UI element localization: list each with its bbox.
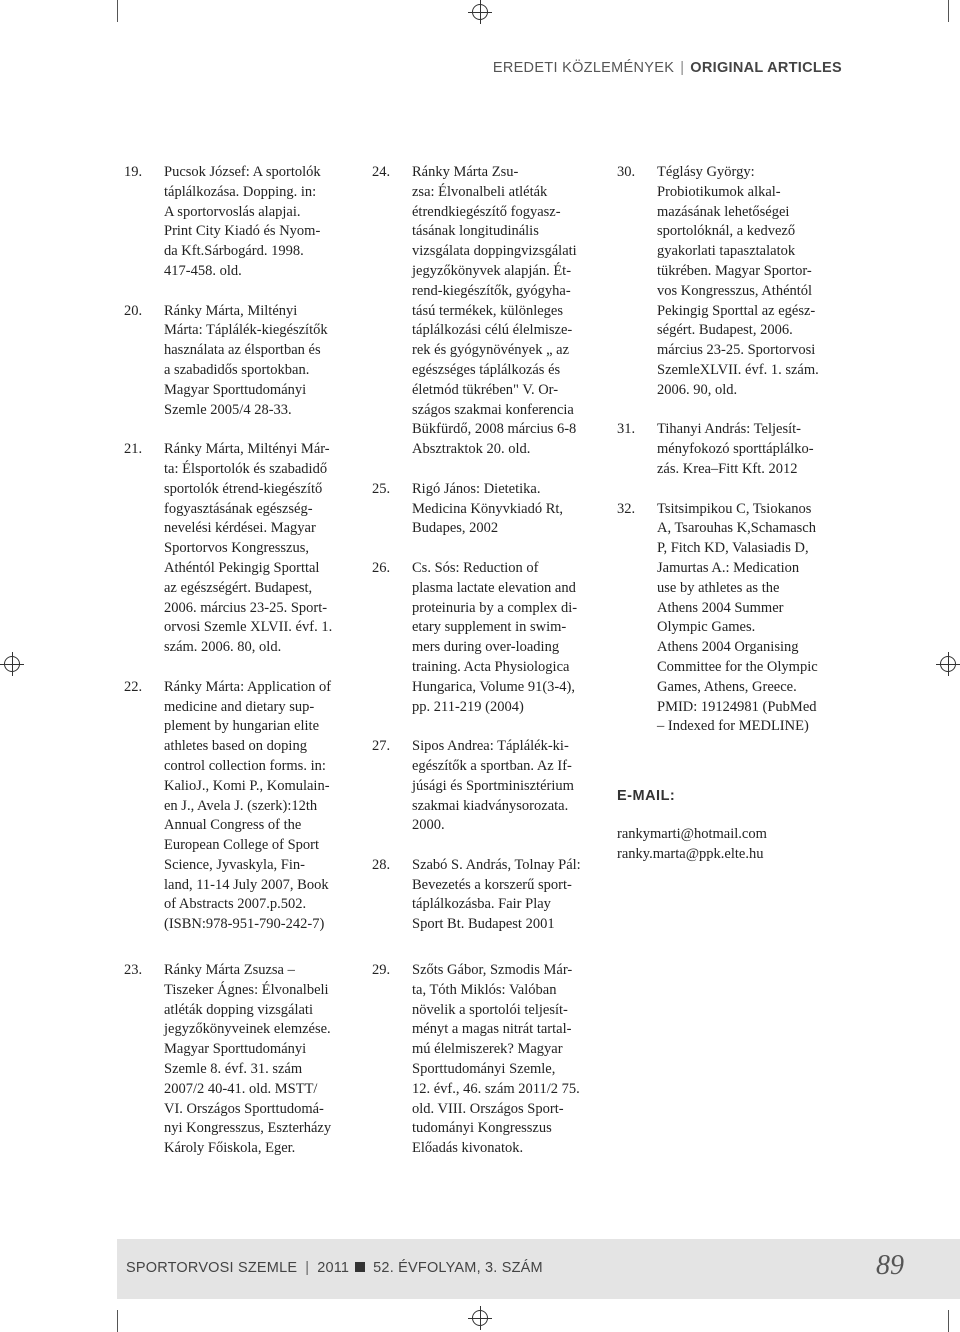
footer-year: 2011 (317, 1260, 350, 1276)
reference-text: Ránky Márta Zsuzsa – Tiszeker Ágnes: Élvonalbeli atléták dopping vizsgálati jegyzőkönyveinek elemzése. Magyar Sporttudományi Szemle 8. évf. 31. szám 2007/2 40-41. old. MSTT/ VI. Országos Sporttudomá- nyi Kongresszus, Eszterházy Károly Főiskola, Eger. (164, 962, 332, 1157)
reference-text: Rigó János: Dietetika. Medicina Könyvkiadó Rt, Budapes, 2002 (412, 480, 564, 537)
reference-item (124, 961, 354, 1159)
reference-item (372, 480, 604, 539)
reference-number: 24. (372, 164, 391, 180)
reference-number: 19. (124, 164, 143, 180)
reference-number: 22. (124, 678, 143, 695)
reference-item (617, 500, 847, 738)
reference-number: 25. (372, 480, 391, 497)
reference-item (372, 856, 604, 935)
reference-text: Ránky Márta Zsu- zsa: Élvonalbeli atléták étrendkiegészítő fogyasz- tásának longitudinális vizsgálata doppingvizsgálati jegyzőkönyvek alapján. Ét- rend-kiegészítők, gyógyha- tású termékek, különleges táplálkozási célú élelmisze- rek és gyógynövények „ az egészséges táplálkozás és életmód tükrében" V. Or- szágos szakmai konferencia Bükfürdő, 2008 március 6-8 Absztraktok 20. old. (412, 164, 577, 458)
reference-text: Ránky Márta, Miltényi Márta: Táplálék-kiegészítők használata az élsportban és a szabadidős sportokban. Magyar Sporttudományi Szemle 2005/4 28-33. (164, 302, 328, 418)
reference-text: Téglásy György: Probiotikumok alkal- mazásának lehetőségei sportolóknál, a kedvező gyakorlati tapasztalatok tükrében. Magyar Sportor- vos Kongresszus, Athéntól Pekingig Sporttal az egész- ségért. Budapest, 2006. március 23-25. Sportorvosi SzemleXLVII. évf. 1. szám. 2006. 90, old. (657, 164, 819, 398)
reference-text: Ránky Márta, Miltényi Már- ta: Élsportolók és szabadidő sportolók étrend-kiegészítő fogyasztásának egészség- nevelési kérdései. Magyar Sportorvos Kongresszus, Athéntól Pekingig Sporttal az egészségért. Budapest, 2006. március 23-25. Sport- orvosi Szemle XLVII. évf. 1. szám. 2006. 80, old. (164, 441, 333, 656)
registration-mark-right-icon (940, 656, 956, 672)
reference-item (617, 420, 847, 479)
reference-number: 28. (372, 856, 391, 873)
reference-item (372, 737, 604, 836)
reference-item (124, 302, 354, 421)
crop-mark-top-left (117, 0, 118, 22)
reference-text: Tsitsimpikou C, Tsiokanos A, Tsarouhas K,Schamasch P, Fitch KD, Valasiadis D, Jamurtas A.: Medication use by athletes as the Athens 2004 Summer Olympic Games. Athens 2004 Organising Committee for the Olympic Games, Athens, Greece. PMID: 19124981 (PubMed – Indexed for MEDLINE) (657, 500, 818, 735)
reference-number: 32. (617, 500, 636, 517)
running-header (493, 60, 842, 76)
reference-text: Tihanyi András: Teljesít- ményfokozó sporttáplálko- zás. Krea–Fitt Kft. 2012 (657, 421, 814, 477)
reference-text: Pucsok József: A sportolók táplálkozása. Dopping. in: A sportorvoslás alapjai. Print City Kiadó és Nyom- da Kft.Sárbogárd. 1998. 417-458. old. (164, 164, 321, 279)
square-bullet-icon (355, 1262, 365, 1272)
header-english: ORIGINAL ARTICLES (690, 60, 842, 76)
registration-mark-bottom-icon (472, 1310, 488, 1326)
email-address-1[interactable]: rankymarti@hotmail.com (617, 825, 767, 842)
reference-number: 21. (124, 441, 143, 458)
references-column-2 (372, 163, 604, 955)
running-footer (126, 1260, 543, 1276)
header-separator: | (680, 60, 685, 76)
reference-number: 31. (617, 421, 636, 438)
reference-text: Cs. Sós: Reduction of plasma lactate elevation and proteinuria by a complex di- etary supplement in swim- mers during over-loading training. Acta Physiologica Hungarica, Volume 91(3-4), pp. 211-219 (2004) (412, 559, 578, 715)
footer-volume: 52. ÉVFOLYAM, 3. SZÁM (373, 1260, 543, 1276)
reference-item (617, 163, 847, 401)
references-column-1 (124, 163, 354, 955)
email-address-2[interactable]: ranky.marta@ppk.elte.hu (617, 845, 764, 862)
reference-number: 30. (617, 164, 636, 180)
crop-mark-bottom-left (117, 1310, 118, 1332)
reference-text: Sipos Andrea: Táplálék-ki- egészítők a sportban. Az If- júsági és Sportminisztérium szakmai kiadványsorozata. 2000. (412, 738, 574, 834)
footer-separator: | (305, 1260, 310, 1276)
footer-journal: SPORTORVOSI SZEMLE (126, 1260, 298, 1276)
references-column-1-bottom (124, 961, 354, 1179)
reference-text: Ránky Márta: Application of medicine and dietary sup- plement by hungarian elite athletes based on doping control collection forms. in: KalioJ., Komi P., Komulain- en J., Avela J. (szerk):12th Annual Congress of the European College of Sport Science, Jyvaskyla, Fin- land, 11-14 July 2007, Book of Abstracts 2007.p.502. (ISBN:978-951-790-242-7) (164, 678, 332, 933)
reference-item (372, 163, 604, 460)
header-hungarian: EREDETI KÖZLEMÉNYEK (492, 60, 675, 76)
reference-item (124, 678, 354, 935)
reference-number: 26. (372, 559, 391, 576)
reference-text: Szőts Gábor, Szmodis Már- ta, Tóth Miklós: Valóban növelik a sportolói teljesít- ményt a magas nitrát tartal- mú élelmiszerek? Magyar Sporttudományi Szemle, 12. évf., 46. szám 2011/2 75. old. VIII. Országos Sport- tudományi Kongresszus Előadás kivonatok. (412, 962, 580, 1157)
reference-item (372, 559, 604, 717)
reference-number: 23. (124, 962, 143, 978)
references-column-2-bottom (372, 961, 604, 1179)
references-column-3 (617, 163, 847, 865)
registration-mark-left-icon (4, 656, 20, 672)
reference-text: Szabó S. András, Tolnay Pál: Bevezetés a korszerű sport- táplálkozásba. Fair Play Sport Bt. Budapest 2001 (412, 856, 581, 933)
reference-item (124, 440, 354, 658)
reference-number: 29. (372, 962, 391, 978)
reference-item (372, 961, 604, 1159)
reference-item (124, 163, 354, 282)
registration-mark-top-icon (472, 4, 488, 20)
email-heading: E-MAIL: (617, 788, 676, 805)
reference-number: 20. (124, 302, 143, 319)
crop-mark-top-right (948, 0, 949, 22)
crop-mark-bottom-right (948, 1310, 949, 1332)
page-number: 89 (876, 1250, 904, 1281)
reference-number: 27. (372, 738, 391, 755)
